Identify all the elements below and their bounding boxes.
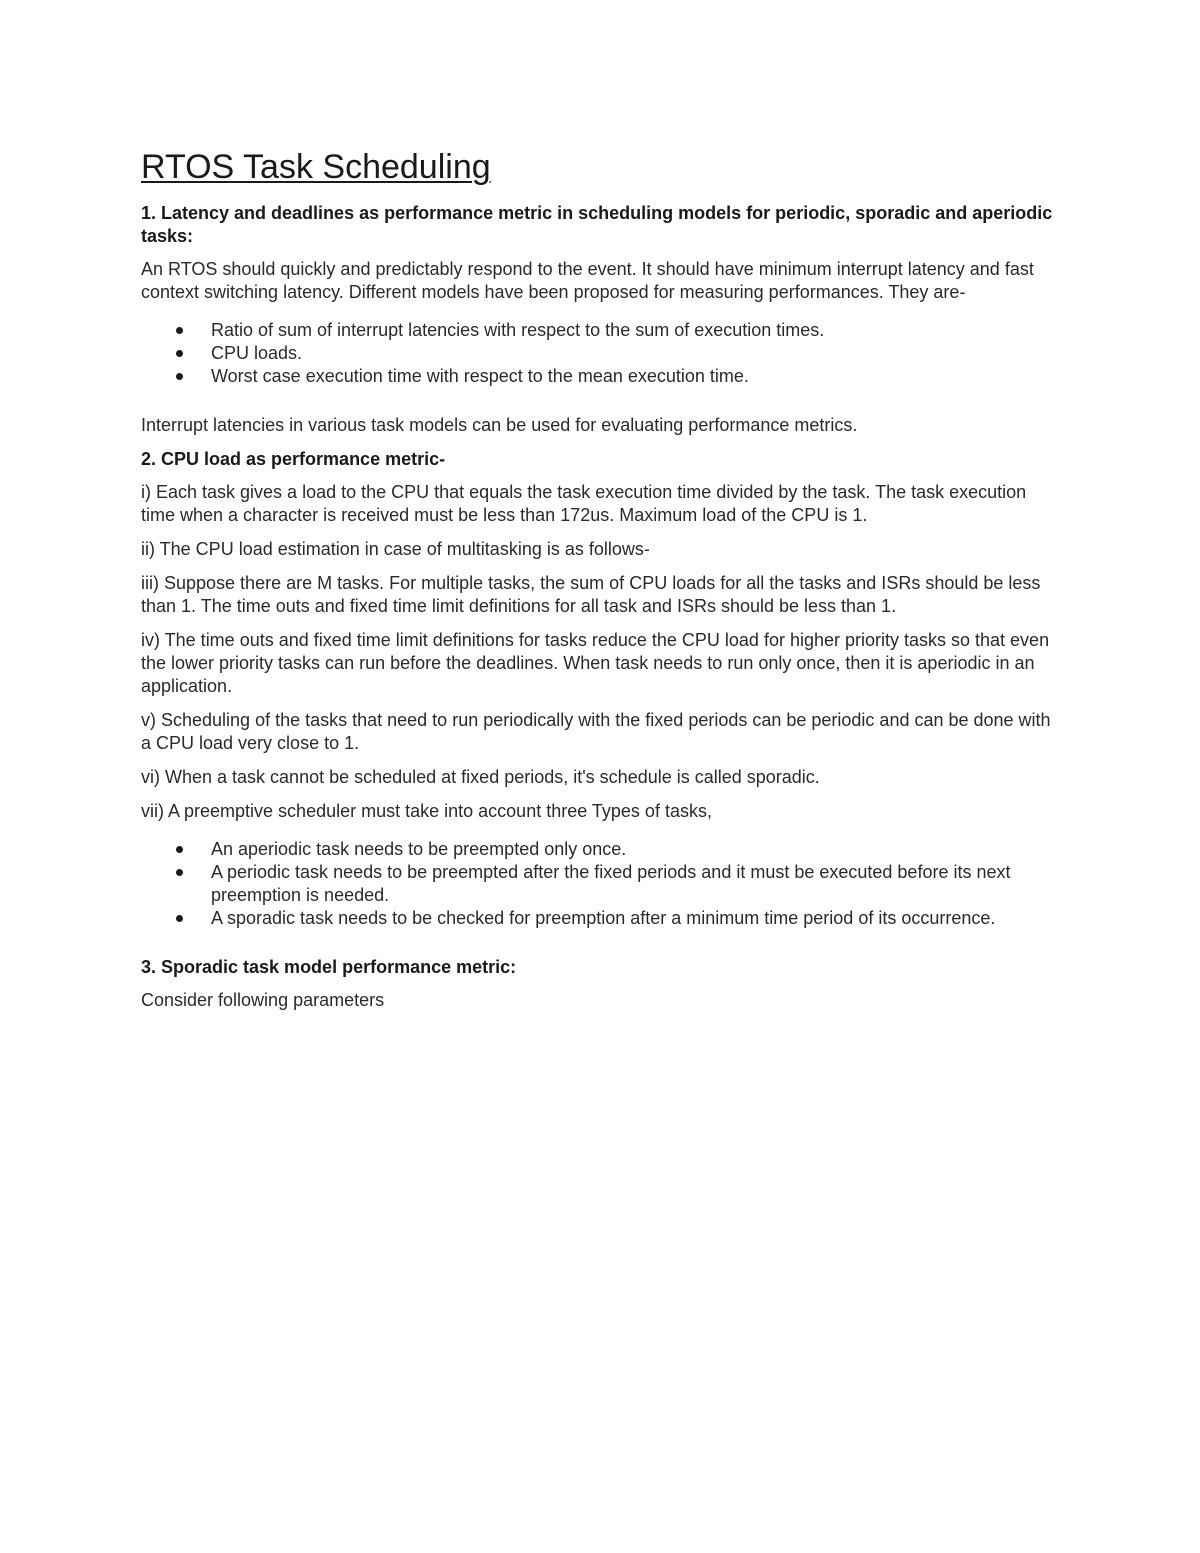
section-cpu-load xyxy=(141,448,1061,930)
bullet-icon xyxy=(176,327,183,334)
page-title: RTOS Task Scheduling xyxy=(141,148,491,186)
list-item-text: Worst case execution time with respect to the mean execution time. xyxy=(211,366,749,386)
bullet-icon xyxy=(176,846,183,853)
paragraph: vii) A preemptive scheduler must take into account three Types of tasks, xyxy=(141,801,712,821)
paragraph: ii) The CPU load estimation in case of multitasking is as follows- xyxy=(141,539,650,559)
list-item xyxy=(141,365,1061,388)
bullet-icon xyxy=(176,915,183,922)
section-heading: 3. Sporadic task model performance metric: xyxy=(141,957,517,977)
bullet-list xyxy=(141,838,1061,930)
section-heading: 2. CPU load as performance metric- xyxy=(141,449,446,469)
list-item-text: An aperiodic task needs to be preempted only once. xyxy=(211,839,627,859)
paragraph: iv) The time outs and fixed time limit definitions for tasks reduce the CPU load for higher priority tasks so that even the lower priority tasks can run before the deadlines. When task needs to run only once, then it is aperiodic in an application. xyxy=(141,630,1050,696)
list-item-text: A periodic task needs to be preempted after the fixed periods and it must be executed before its next preemption is needed. xyxy=(211,862,1011,905)
paragraph: iii) Suppose there are M tasks. For multiple tasks, the sum of CPU loads for all the tasks and ISRs should be less than 1. The time outs and fixed time limit definitions for all task and ISRs should be less than 1. xyxy=(141,573,1041,616)
list-item xyxy=(141,838,1061,861)
section-latency xyxy=(141,202,1061,437)
list-item-text: A sporadic task needs to be checked for preemption after a minimum time period of its occurrence. xyxy=(211,908,996,928)
list-item xyxy=(141,319,1061,342)
list-item xyxy=(141,342,1061,365)
bullet-icon xyxy=(176,869,183,876)
paragraph: Consider following parameters xyxy=(141,990,385,1010)
paragraph: v) Scheduling of the tasks that need to run periodically with the fixed periods can be periodic and can be done with a CPU load very close to 1. xyxy=(141,710,1051,753)
document-page xyxy=(141,146,1061,1023)
paragraph: An RTOS should quickly and predictably respond to the event. It should have minimum interrupt latency and fast context switching latency. Different models have been proposed for measuring performances. They are- xyxy=(141,259,1034,302)
bullet-icon xyxy=(176,350,183,357)
list-item xyxy=(141,907,1061,930)
list-item-text: CPU loads. xyxy=(211,343,303,363)
list-item xyxy=(141,861,1061,907)
bullet-list xyxy=(141,319,1061,388)
bullet-icon xyxy=(176,373,183,380)
paragraph: vi) When a task cannot be scheduled at fixed periods, it's schedule is called sporadic. xyxy=(141,767,820,787)
section-sporadic xyxy=(141,956,1061,1012)
section-heading: 1. Latency and deadlines as performance metric in scheduling models for periodic, sporadic and aperiodic tasks: xyxy=(141,203,1053,246)
paragraph: Interrupt latencies in various task models can be used for evaluating performance metrics. xyxy=(141,415,858,435)
paragraph: i) Each task gives a load to the CPU that equals the task execution time divided by the task. The task execution time when a character is received must be less than 172us. Maximum load of the CPU is 1. xyxy=(141,482,1027,525)
list-item-text: Ratio of sum of interrupt latencies with respect to the sum of execution times. xyxy=(211,320,825,340)
